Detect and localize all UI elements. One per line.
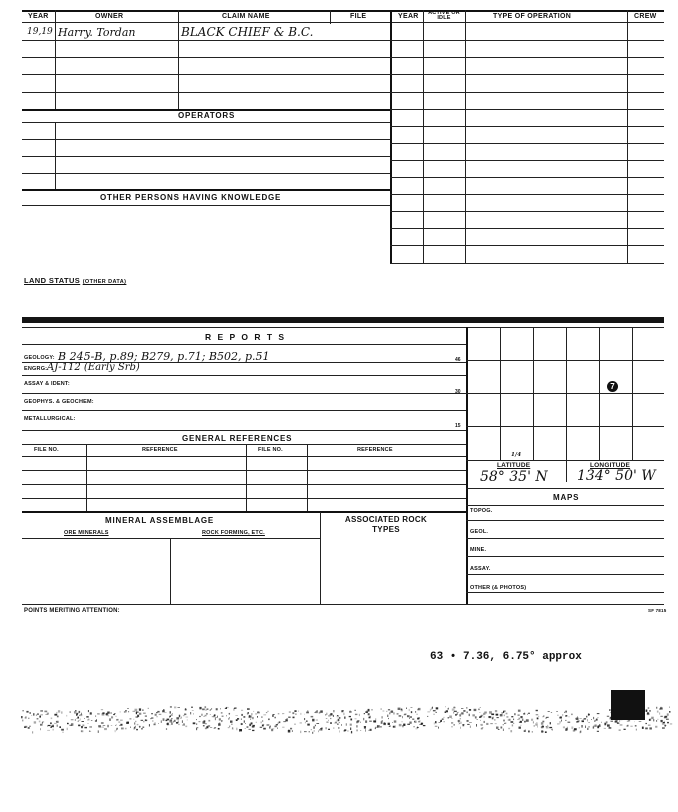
latitude-label: LATITUDE (497, 462, 531, 469)
row1-claim-name: BLACK CHIEF & B.C. (181, 25, 314, 39)
ref-header-reference-1: REFERENCE (142, 447, 178, 453)
rock-forming-header: ROCK FORMING, ETC. (202, 530, 265, 536)
maps-mine: MINE. (470, 547, 487, 553)
location-marker: 7 (607, 381, 618, 392)
latitude-value: 58° 35' N (480, 469, 548, 485)
metallurgical-label: METALLURGICAL: (24, 416, 76, 422)
other-persons-label: OTHER PERSONS HAVING KNOWLEDGE (100, 193, 282, 202)
geophys-label: GEOPHYS. & GEOCHEM: (24, 399, 94, 405)
mineral-assemblage-title: MINERAL ASSEMBLAGE (105, 516, 215, 525)
geology-num: 46 (455, 357, 461, 363)
points-meriting-attention: POINTS MERITING ATTENTION: (24, 608, 120, 614)
row1-owner: Harry. Tordan (58, 26, 136, 39)
header-type-of-operation: TYPE OF OPERATION (493, 13, 572, 20)
ref-header-reference-2: REFERENCE (357, 447, 393, 453)
maps-topog: TOPOG. (470, 508, 493, 514)
maps-geol: GEOL. (470, 529, 489, 535)
assay-num: 30 (455, 389, 461, 395)
land-status (24, 276, 126, 285)
header-crew: CREW (634, 13, 657, 20)
header-claim-name: CLAIM NAME (222, 13, 270, 20)
header-file: FILE (350, 13, 367, 20)
header-owner: OWNER (95, 13, 124, 20)
associated-rock-types: ASSOCIATED ROCK TYPES (344, 515, 428, 534)
land-status-sub: (OTHER DATA) (82, 279, 127, 285)
land-status-label: LAND STATUS (24, 276, 81, 285)
assay-label: ASSAY & IDENT: (24, 381, 70, 387)
header-year: YEAR (28, 13, 49, 20)
ref-header-file-no-1: FILE NO. (34, 447, 59, 453)
reports-title: R E P O R T S (205, 332, 287, 342)
ref-header-file-no-2: FILE NO. (258, 447, 283, 453)
geology-value: B 245-B, p.89; B279, p.71; B502, p.51 (58, 350, 270, 363)
maps-title: MAPS (553, 493, 580, 502)
metallurgical-num: 15 (455, 423, 461, 429)
maps-other: OTHER (& PHOTOS) (470, 585, 527, 591)
engrg-label: ENGRG: (24, 366, 48, 372)
form-number: SF 7815 (648, 608, 667, 613)
ore-minerals-header: ORE MINERALS (64, 530, 109, 536)
geology-label: GEOLOGY: (24, 355, 55, 361)
operators-label: OPERATORS (178, 111, 236, 120)
general-references-title: GENERAL REFERENCES (182, 434, 293, 443)
maps-assay: ASSAY. (470, 566, 491, 572)
row1-year: 19,19 (27, 27, 53, 37)
longitude-label: LONGITUDE (590, 462, 631, 469)
header-year-2: YEAR (398, 13, 419, 20)
scan-artifact-strip (0, 690, 678, 770)
typed-note: 63 • 7.36, 6.75° approx (430, 651, 582, 663)
header-active-or-idle: ACTIVE OR IDLE (428, 10, 460, 21)
engrg-value: AJ-112 (Early Srb) (47, 362, 140, 373)
longitude-value: 134° 50' W (577, 468, 656, 484)
lat-super: 1/4 (511, 452, 522, 458)
